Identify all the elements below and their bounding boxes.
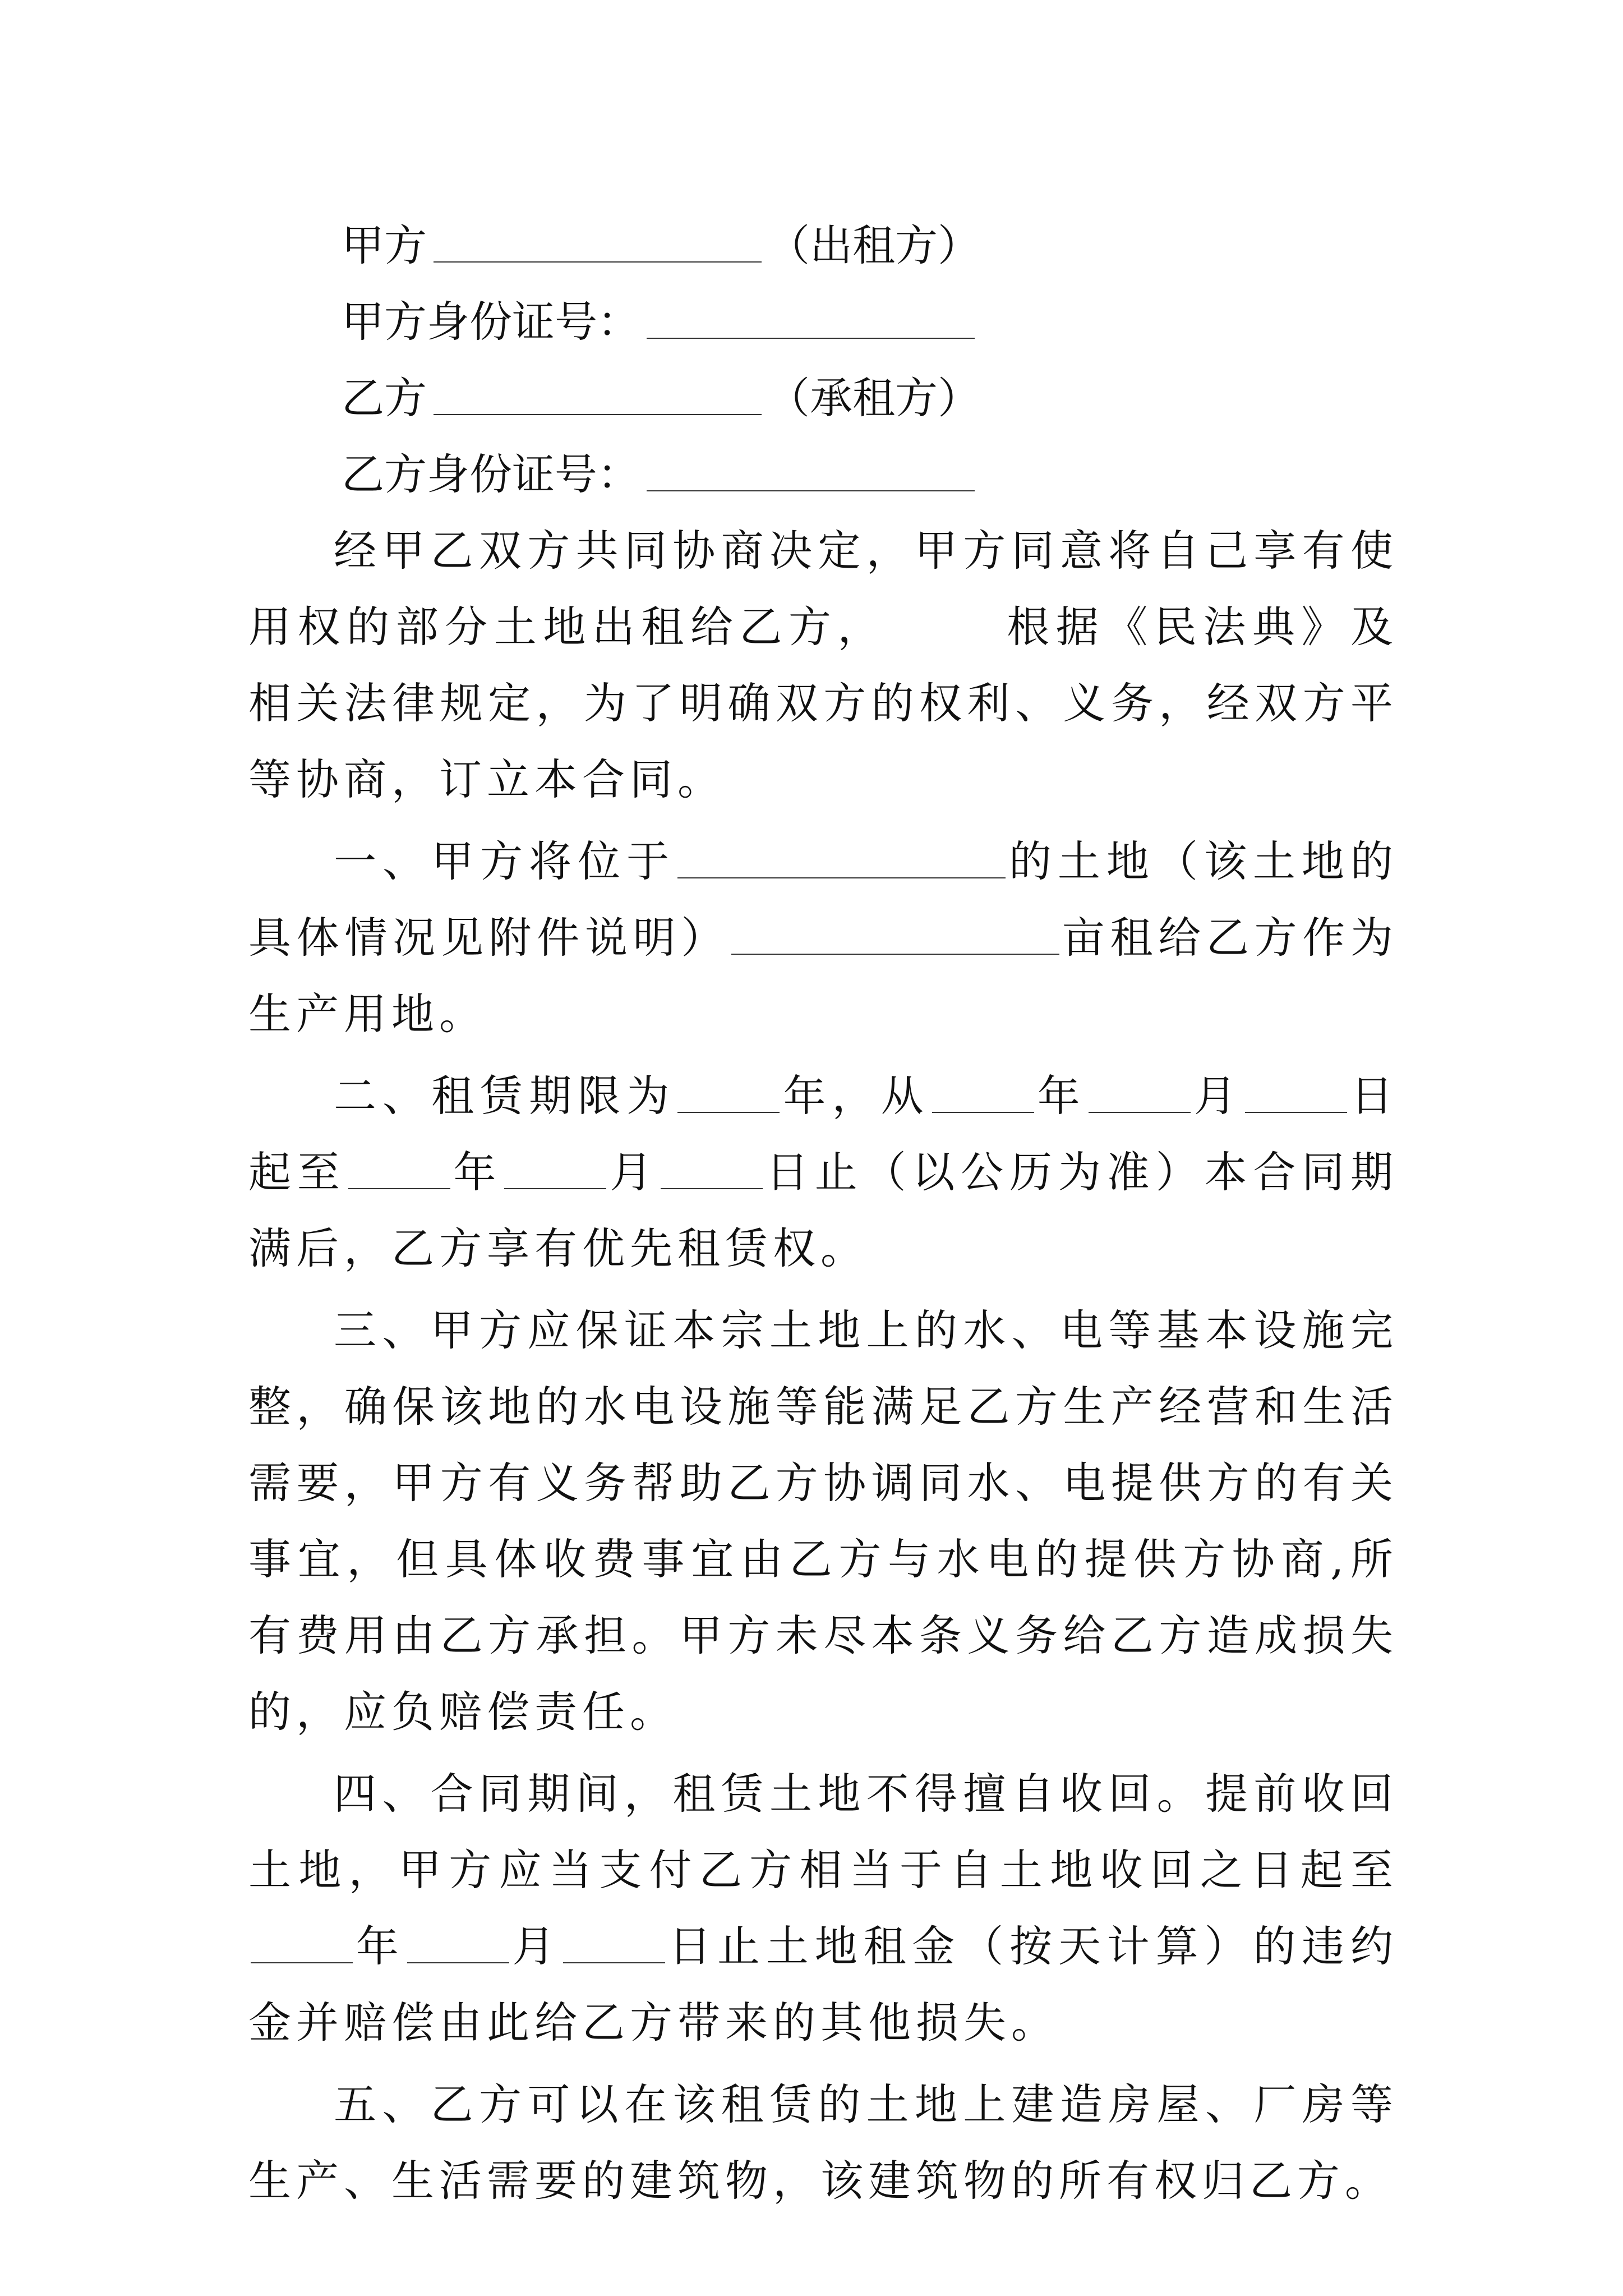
end-year-blank xyxy=(348,1148,450,1189)
party-b-id-label: 乙方身份证号： xyxy=(342,449,640,499)
clause-2-text-4: 月 xyxy=(1192,1071,1243,1121)
clause-2-text-1: 二、租赁期限为 xyxy=(334,1071,676,1121)
clause-5 xyxy=(248,2067,1398,2219)
party-a-id-label: 甲方身份证号： xyxy=(342,297,640,347)
party-b-id-line xyxy=(248,436,1398,513)
end-day-blank xyxy=(661,1148,763,1189)
party-b-line xyxy=(248,360,1398,436)
start-day-blank xyxy=(1245,1071,1347,1113)
lease-years-blank xyxy=(677,1071,780,1113)
clause-5-text: 五、乙方可以在该租赁的土地上建造房屋、厂房等生产、生活需要的建筑物，该建筑物的所有权归乙方。 xyxy=(248,2079,1398,2206)
party-b-label: 乙方 xyxy=(342,373,427,423)
clause-4-text-2: 年 xyxy=(355,1921,405,1971)
intro-paragraph xyxy=(248,513,1398,818)
contract-body xyxy=(248,208,1398,2219)
party-a-role: （出租方） xyxy=(767,220,980,270)
clause-1-text-3: 亩租给乙方作为生产用地。 xyxy=(248,913,1399,1039)
clause-2-text-7: 月 xyxy=(608,1147,659,1197)
clause-4 xyxy=(248,1756,1398,2061)
clause-1 xyxy=(248,823,1398,1052)
refund-day-blank xyxy=(563,1922,665,1963)
refund-year-blank xyxy=(251,1922,353,1963)
party-b-role: （承租方） xyxy=(767,373,980,423)
party-a-id-blank xyxy=(647,297,975,339)
clause-2-text-3: 年 xyxy=(1036,1071,1086,1121)
land-location-blank xyxy=(677,837,1006,878)
end-month-blank xyxy=(504,1148,606,1189)
clause-1-text-1: 一、甲方将位于 xyxy=(334,836,675,886)
refund-month-blank xyxy=(407,1922,509,1963)
party-a-label: 甲方 xyxy=(342,220,427,270)
clause-4-text-3: 月 xyxy=(511,1921,561,1971)
party-a-id-line xyxy=(248,284,1398,360)
party-a-name-blank xyxy=(434,221,762,263)
start-year-blank xyxy=(932,1071,1034,1113)
clause-1-text-2: 的土地（该土地的具体情况见附件说明） xyxy=(248,836,1398,963)
clause-2 xyxy=(248,1058,1398,1287)
land-area-blank xyxy=(731,913,1059,955)
party-b-id-blank xyxy=(647,450,975,491)
clause-2-text-5: 日起至 xyxy=(248,1071,1398,1197)
clause-4-text-1: 四、合同期间，租赁土地不得擅自收回。提前收回土地，甲方应当支付乙方相当于自土地收回之日起至 xyxy=(248,1769,1398,1895)
intro-text-2: 根据《民法典》及相关法律规定，为了明确双方的权利、义务，经双方平等协商，订立本合同。 xyxy=(248,602,1399,804)
clause-4-text-4: 日止土地租金（按天计算）的违约金并赔偿由此给乙方带来的其他损失。 xyxy=(248,1921,1399,2047)
clause-3-text: 三、甲方应保证本宗土地上的水、电等基本设施完整，确保该地的水电设施等能满足乙方生产经营和生活需要，甲方有义务帮助乙方协调同水、电提供方的有关事宜，但具体收费事宜由乙方与水电的提供方协商,所有费用由乙方承担。甲方未尽本条义务给乙方造成损失的，应负赔偿责任。 xyxy=(248,1305,1398,1737)
clause-3 xyxy=(248,1292,1398,1750)
clause-2-text-8: 日止（以公历为准）本合同期满后，乙方享有优先租赁权。 xyxy=(248,1147,1399,1273)
party-a-line xyxy=(248,208,1398,284)
clause-2-text-2: 年，从 xyxy=(782,1071,930,1121)
intro-text-1: 经甲乙双方共同协商决定，甲方同意将自己享有使用权的部分土地出租给乙方， xyxy=(248,526,1398,652)
clause-2-text-6: 年 xyxy=(452,1147,502,1197)
party-b-name-blank xyxy=(434,374,762,415)
start-month-blank xyxy=(1089,1071,1191,1113)
